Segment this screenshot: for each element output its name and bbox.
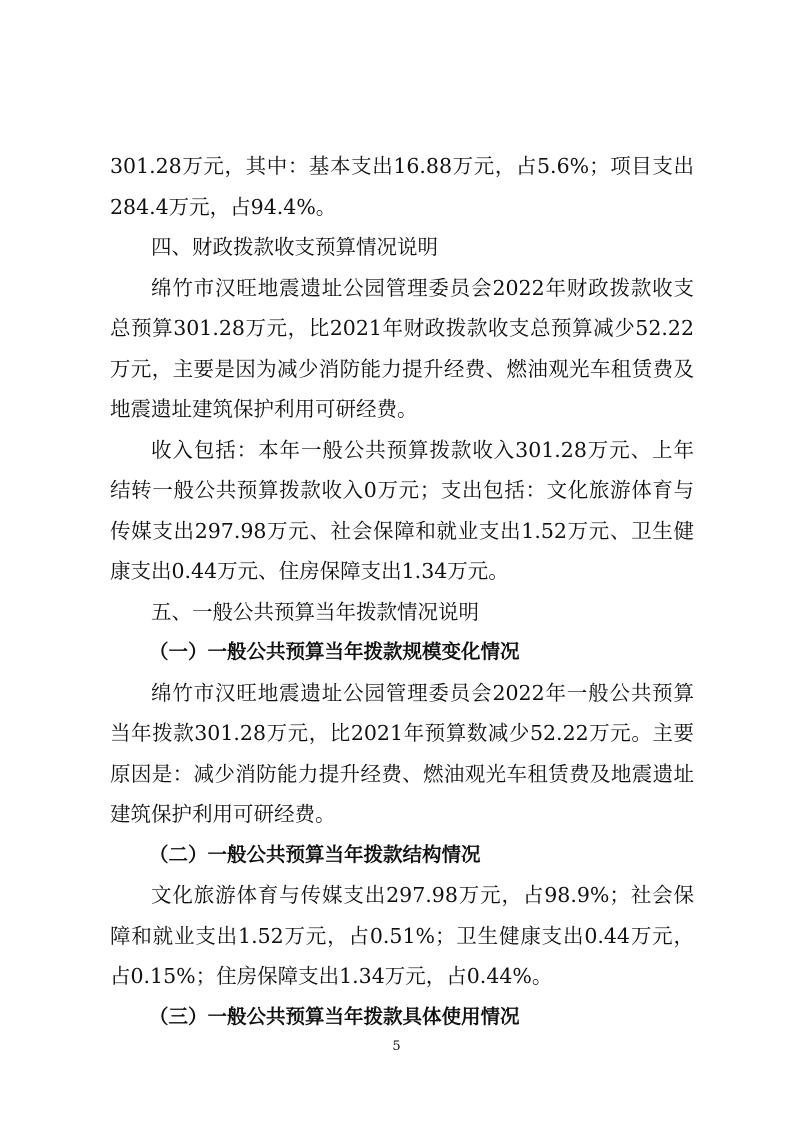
paragraph-income-expense: 收入包括：本年一般公共预算拨款收入301.28万元、上年结转一般公共预算拨款收入0万元；支出包括：文化旅游体育与传媒支出297.98万元、社会保障和就业支出1.52万元、卫生健康支出0.44万元、住房保障支出1.34万元。 [110, 437, 694, 583]
subheading-usage: （三）一般公共预算当年拨款具体使用情况 [149, 1004, 520, 1028]
paragraph-continuation: 301.28万元，其中：基本支出16.88万元，占5.6%；项目支出284.4万元，占94.4%。 [110, 154, 694, 219]
paragraph-structure: 文化旅游体育与传媒支出297.98万元，占98.9%；社会保障和就业支出1.52万元，占0.51%；卫生健康支出0.44万元，占0.15%；住房保障支出1.34万元，占0.44%。 [110, 883, 694, 988]
subheading-scale-change: （一）一般公共预算当年拨款规模变化情况 [149, 640, 520, 663]
paragraph-scale-change: 绵竹市汉旺地震遗址公园管理委员会2022年一般公共预算当年拨款301.28万元，比2021年预算数减少52.22万元。主要原因是：减少消防能力提升经费、燃油观光车租赁费及地震遗址建筑保护利用可研经费。 [110, 680, 694, 826]
paragraph-fiscal-total: 绵竹市汉旺地震遗址公园管理委员会2022年财政拨款收支总预算301.28万元，比2021年财政拨款收支总预算减少52.22万元，主要是因为减少消防能力提升经费、燃油观光车租赁费及地震遗址建筑保护利用可研经费。 [110, 275, 694, 421]
subheading-structure: （二）一般公共预算当年拨款结构情况 [149, 842, 481, 866]
section-heading-4: 四、财政拨款收支预算情况说明 [151, 235, 438, 259]
page-number: 5 [392, 1039, 401, 1054]
section-heading-5: 五、一般公共预算当年拨款情况说明 [151, 599, 479, 624]
document-body [110, 146, 694, 1037]
